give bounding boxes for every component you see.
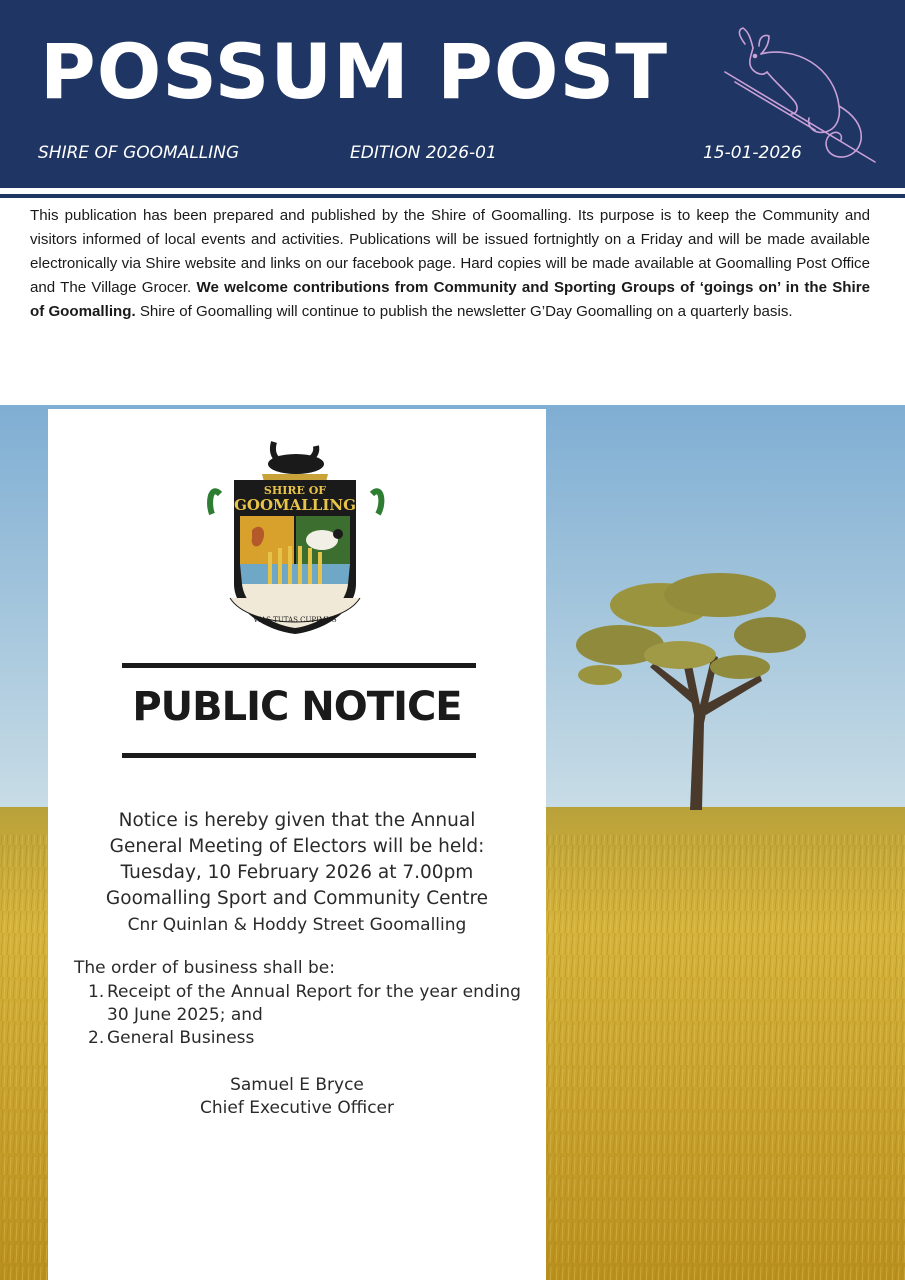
masthead-rule xyxy=(0,194,905,198)
notice-line: Notice is hereby given that the Annual xyxy=(118,810,476,831)
newsletter-title: POSSUM POST xyxy=(40,27,669,116)
crest-name: GOOMALLING xyxy=(234,496,356,514)
notice-body xyxy=(48,808,546,938)
list-item xyxy=(88,1027,528,1050)
edition-number: EDITION 2026-01 xyxy=(350,143,497,163)
list-item-text: Receipt of the Annual Report for the year ending 30 June 2025; and xyxy=(107,982,521,1025)
signatory-name: Samuel E Bryce xyxy=(230,1075,364,1095)
issue-date: 15-01-2026 xyxy=(703,143,802,163)
notice-title: PUBLIC NOTICE xyxy=(132,684,462,730)
list-item-text: General Business xyxy=(107,1028,255,1048)
signature-block xyxy=(48,1074,546,1120)
masthead xyxy=(0,0,905,188)
list-item xyxy=(88,981,528,1027)
possum-on-branch-icon xyxy=(715,22,885,177)
signatory-position: Chief Executive Officer xyxy=(200,1098,394,1118)
notice-line: Goomalling Sport and Community Centre xyxy=(105,888,489,909)
notice-rule-bottom xyxy=(122,753,476,758)
intro-paragraph xyxy=(30,204,870,324)
intro-bold-text: We welcome contributions from Community and Sporting Groups of ‘goings on’ in the Shire of Goomalling. xyxy=(30,279,870,320)
shire-crest-icon xyxy=(200,434,390,644)
intro-text-2: Shire of Goomalling will continue to publish the newsletter G’Day Goomalling on a quarterly basis. xyxy=(135,303,793,320)
intro-text-1: This publication has been prepared and published by the Shire of Goomalling. Its purpose is to keep the Community and visitors informed of local events and activities. Publications will be issued fortnightly on a Friday and will be made available electronically via Shire website and links on our facebook page. Hard copies will be made available at Goomalling Post Office and The Village Grocer. xyxy=(30,207,870,296)
notice-line: General Meeting of Electors will be held: xyxy=(109,836,485,857)
crest-motto: VIAS TUTAS CUPIMUS xyxy=(253,616,337,624)
list-item-number: 1. xyxy=(88,982,105,1002)
order-of-business-heading: The order of business shall be: xyxy=(74,958,335,978)
list-item-number: 2. xyxy=(88,1028,105,1048)
shire-name: SHIRE OF GOOMALLING xyxy=(38,143,240,163)
notice-rule-top xyxy=(122,663,476,668)
notice-address: Cnr Quinlan & Hoddy Street Goomalling xyxy=(127,915,467,935)
order-of-business-list xyxy=(88,981,528,1050)
notice-line: Tuesday, 10 February 2026 at 7.00pm xyxy=(120,862,474,883)
crest-shire-of: SHIRE OF xyxy=(263,484,327,497)
